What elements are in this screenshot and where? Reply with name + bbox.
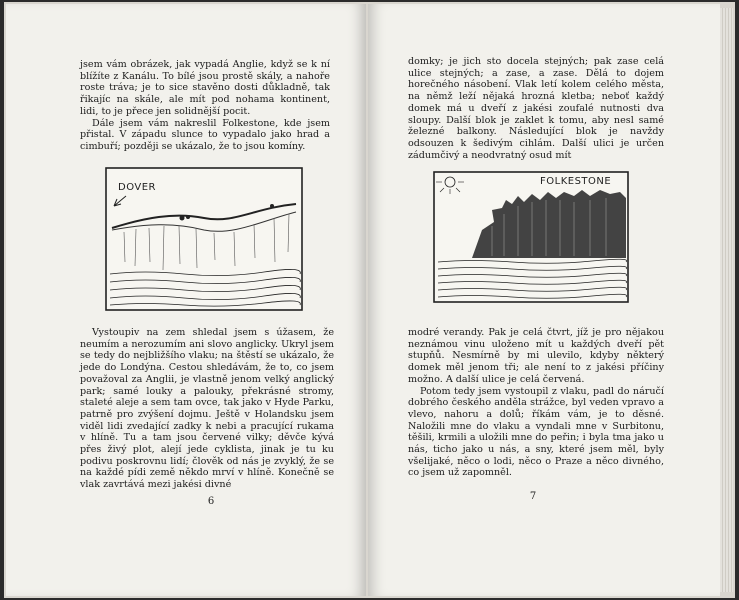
paragraph: Dále jsem vám nakreslil Folkestone, kde jsem přistal. V západu slunce to vypadalo jako hrad a cimbuří; později se ukázalo, že to jsou komíny. — [80, 117, 330, 152]
left-bottom-text — [80, 327, 334, 491]
dover-illustration — [104, 166, 304, 312]
page-number: 7 — [529, 491, 537, 502]
paragraph: jsem vám obrázek, jak vypadá Anglie, když se k ní blížíte z Kanálu. To bílé jsou prostě skály, a nahoře roste tráva; je to sice stavěno dosti důkladně, tak řikajíc na skále, ale mít pod nohama kontinent, lidi, to je přece jen solidnější pocit. — [80, 59, 330, 117]
illustration-label: DOVER — [118, 182, 157, 193]
paragraph: domky; je jich sto docela stejných; pak zase celá ulice stejných; a zase, a zase. Dělá to dojem horečného násobení. Vlak letí kolem celého města, na němž leží nějaká hrozná kletba; neboť každý domek má u dveří z jakési zoufalé nutnosti dva sloupy. Další blok je zaklet k tomu, aby nesl samé železné balkony. Následující blok je navždy odsouzen k šedivým cihlám. Další ulici je určen zádumčivý a neodvratný osud mít — [408, 56, 664, 161]
paragraph: Vystoupiv na zem shledal jsem s úžasem, že neumím a nerozumím ani slovo anglicky. Ukryl jsem se tedy do nejbližšího vlaku; na štěstí se ukázalo, že jede do Londýna. Cestou shledávám, že to, co jsem považoval za Anglii, je vlastně jenom velký anglický park; samé louky a palouky, překrásné stromy, staleté aleje a sem tam ovce, tak jako v Hyde Parku, patrně pro zvýšení dojmu. Ještě v Holandsku jsem viděl lidi zvedající zadky k nebi a pracující rukama v hlíně. Tu a tam jsou červené vilky; děvče kývá přes živý plot, alejí jede cyklista, jinak je tu ku podivu poskrovnu lidí; člověk od nás je zvyklý, že se na každé pídi země někdo mrví v hlíně. Konečně se vlak zavrtává mezi jakési divné — [80, 327, 334, 491]
right-bottom-text — [408, 327, 664, 479]
illustration-label: FOLKESTONE — [540, 176, 612, 187]
right-top-text — [408, 56, 664, 161]
page-edges — [720, 8, 733, 592]
paragraph: modré verandy. Pak je celá čtvrt, jíž je pro nějakou neznámou vinu uloženo mít u každých dveří pět stupňů. Nesmírně by mi ulevilo, kdyby některý domek měl jenom tři; ale není to z jakési příčiny možno. A další ulice je celá červená. — [408, 327, 664, 385]
folkestone-illustration — [432, 170, 630, 304]
book-spread — [4, 2, 735, 598]
left-page — [6, 4, 366, 596]
page-number: 6 — [207, 496, 215, 507]
right-page — [368, 4, 720, 596]
paragraph: Potom tedy jsem vystoupil z vlaku, padl do náručí dobrého českého anděla strážce, byl veden vpravo a vlevo, nahoru a dolů; říkám vám, je to děsné. Naložili mne do vlaku a vyndali mne v Surbitonu, těšili, krmili a uložili mne do peřin; i byla tma jako u nás, ticho jako u nás, a sny, které jsem měl, byly všelijaké, něco o lodi, něco o Praze a něco divného, co jsem už zapomněl. — [408, 385, 664, 479]
left-top-text — [80, 59, 330, 153]
